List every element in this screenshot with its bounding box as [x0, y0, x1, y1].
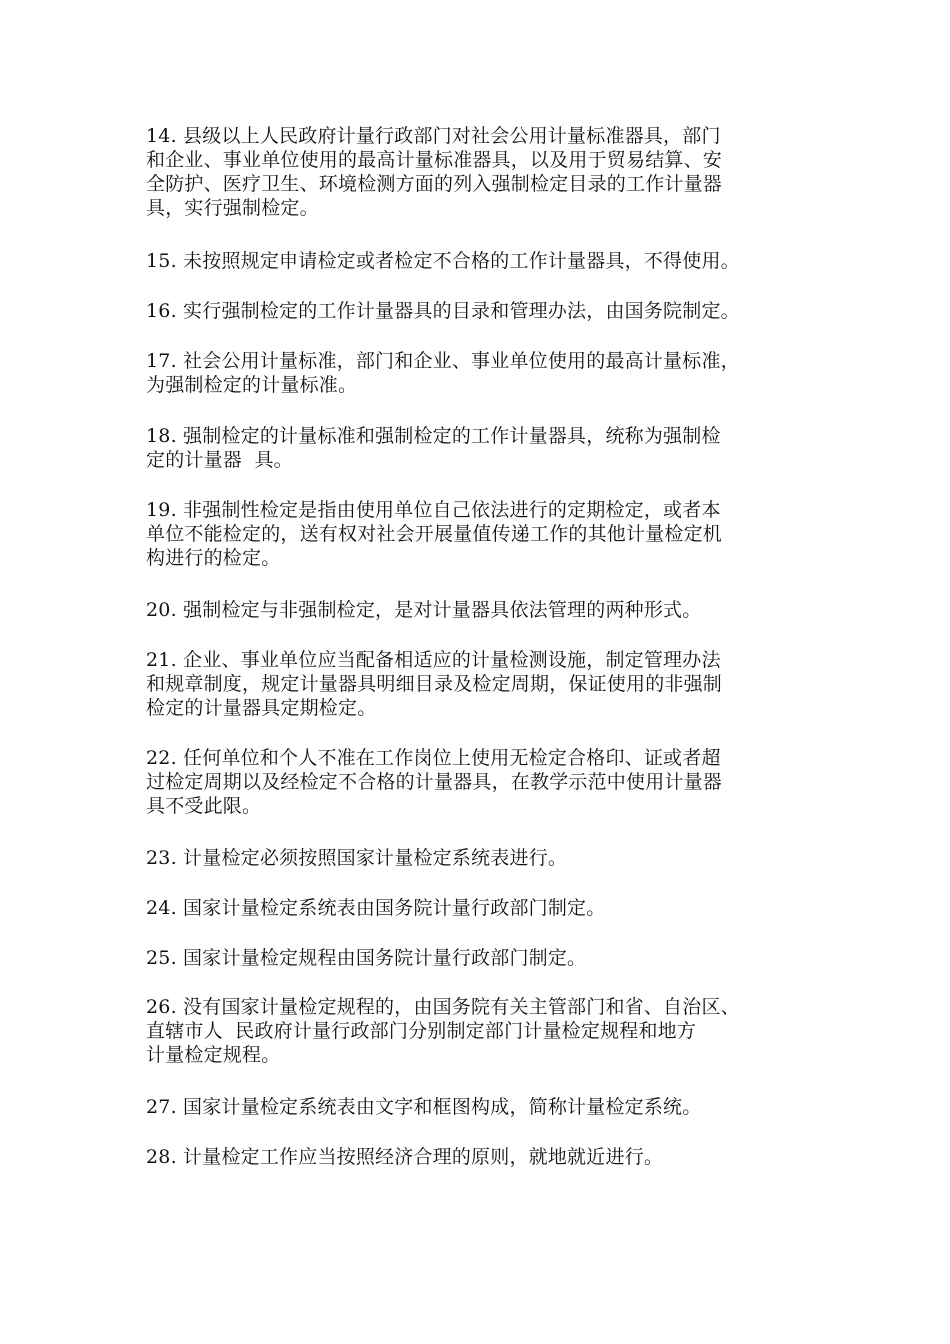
text-line: 过检定周期以及经检定不合格的计量器具，在教学示范中使用计量器: [146, 771, 723, 793]
paragraph-28: [146, 1145, 826, 1169]
text-line: 21. 企业、事业单位应当配备相适应的计量检测设施，制定管理办法: [146, 649, 721, 671]
text-line: 为强制检定的计量标准。: [146, 374, 358, 396]
text-line: 20. 强制检定与非强制检定，是对计量器具依法管理的两种形式。: [146, 599, 702, 621]
paragraph-24: [146, 896, 826, 920]
text-line: 19. 非强制性检定是指由使用单位自己依法进行的定期检定，或者本: [146, 499, 721, 521]
paragraph-18: [146, 424, 826, 472]
text-line: 23. 计量检定必须按照国家计量检定系统表进行。: [146, 847, 568, 869]
text-line: 18. 强制检定的计量标准和强制检定的工作计量器具，统称为强制检: [146, 425, 721, 447]
text-line: 具，实行强制检定。: [146, 197, 319, 219]
paragraph-22: [146, 746, 826, 818]
text-line: 单位不能检定的，送有权对社会开展量值传递工作的其他计量检定机: [146, 523, 723, 545]
paragraph-16: [146, 299, 826, 323]
paragraph-23: [146, 846, 826, 870]
text-line: 17. 社会公用计量标准，部门和企业、事业单位使用的最高计量标准，: [146, 350, 740, 372]
text-line: 直辖市人 民政府计量行政部门分别制定部门计量检定规程和地方: [146, 1020, 697, 1042]
paragraph-20: [146, 598, 826, 622]
text-line: 和企业、事业单位使用的最高计量标准器具，以及用于贸易结算、安: [146, 149, 723, 171]
text-line: 16. 实行强制检定的工作计量器具的目录和管理办法，由国务院制定。: [146, 300, 740, 322]
text-line: 27. 国家计量检定系统表由文字和框图构成，简称计量检定系统。: [146, 1096, 702, 1118]
paragraph-15: [146, 249, 826, 273]
text-line: 14. 县级以上人民政府计量行政部门对社会公用计量标准器具，部门: [146, 125, 721, 147]
paragraph-17: [146, 349, 826, 397]
text-line: 具不受此限。: [146, 795, 262, 817]
text-line: 28. 计量检定工作应当按照经济合理的原则，就地就近进行。: [146, 1146, 664, 1168]
paragraph-26: [146, 995, 826, 1067]
text-line: 22. 任何单位和个人不准在工作岗位上使用无检定合格印、证或者超: [146, 747, 721, 769]
text-line: 构进行的检定。: [146, 547, 281, 569]
text-line: 定的计量器 具。: [146, 449, 293, 471]
paragraph-25: [146, 946, 826, 970]
text-line: 计量检定规程。: [146, 1044, 281, 1066]
text-line: 26. 没有国家计量检定规程的，由国务院有关主管部门和省、自治区、: [146, 996, 740, 1018]
paragraph-27: [146, 1095, 826, 1119]
paragraph-21: [146, 648, 826, 720]
text-line: 25. 国家计量检定规程由国务院计量行政部门制定。: [146, 947, 587, 969]
text-line: 15. 未按照规定申请检定或者检定不合格的工作计量器具，不得使用。: [146, 250, 740, 272]
text-line: 全防护、医疗卫生、环境检测方面的列入强制检定目录的工作计量器: [146, 173, 723, 195]
text-line: 24. 国家计量检定系统表由国务院计量行政部门制定。: [146, 897, 606, 919]
text-line: 检定的计量器具定期检定。: [146, 697, 377, 719]
paragraph-19: [146, 498, 826, 570]
text-line: 和规章制度，规定计量器具明细目录及检定周期，保证使用的非强制: [146, 673, 723, 695]
paragraph-14: [146, 124, 826, 220]
